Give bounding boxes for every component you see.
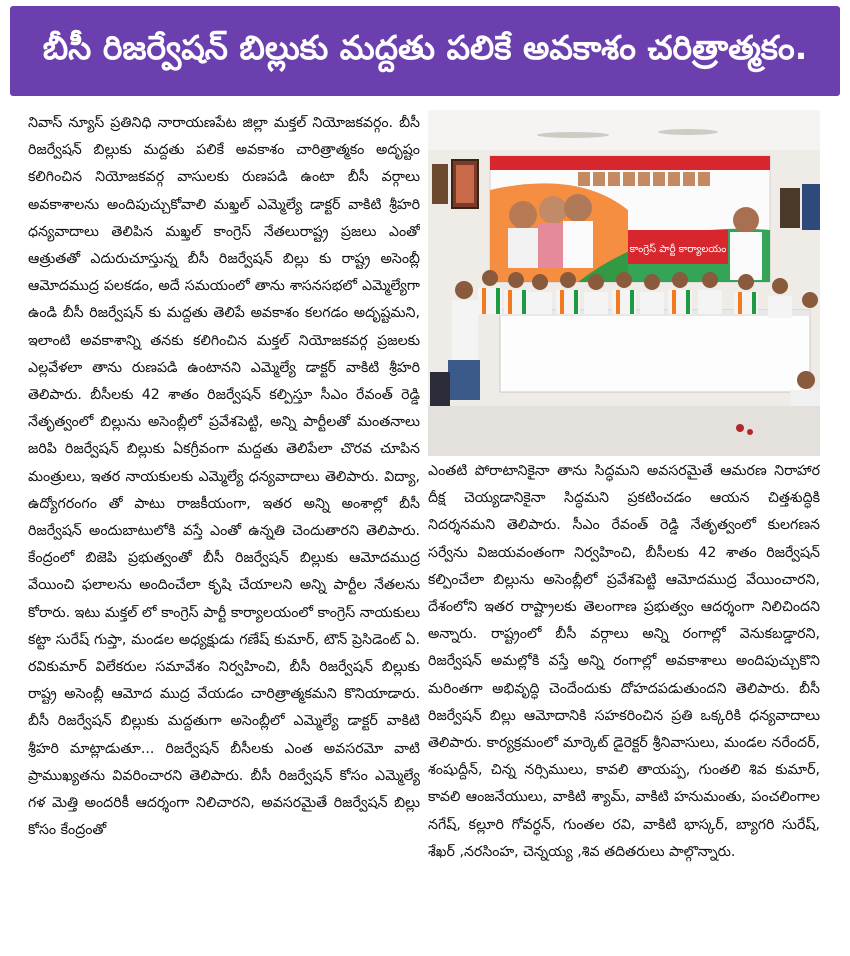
headline-banner <box>10 6 840 96</box>
headline-title: బీసీ రిజర్వేషన్ బిల్లుకు మద్దతు పలికే అవకాశం చరిత్రాత్మకం. <box>42 27 808 67</box>
article-body-left: నివాస్ న్యూస్ ప్రతినిధి నారాయణపేట జిల్లా మక్తల్ నియోజకవర్గం. బీసీ రిజర్వేషన్ బిల్లుకు మద్దతు పలికే అవకాశం చారిత్రాత్మకం అదృష్టం కలిగించిన నియోజకవర్గ వాసులకు రుణపడి ఉంటా బీసీ వర్గాలు అవకాశాలను అందిపుచ్చుకోవాలి మఖ్తల్ ఎమ్మెల్యే డాక్టర్ వాకిటి శ్రీహరి ధన్యవాదాలు తెలిపిన మఖ్తల్ కాంగ్రెస్ నేతలురాష్ట్ర ప్రజలు ఎంతో ఆత్రుతతో ఎదురుచూస్తున్న బీసీ రిజర్వేషన్ బిల్లు కు రాష్ట్ర అసెంబ్లీ ఆమోదముద్ర పలకడం, అదే సమయంలో తాను శాసనసభలో ఎమ్మెల్యేగా ఉండి బీసీ రిజర్వేషన్ కు మద్దతు తెలిపే అవకాశం కలగడం అదృష్టమని, ఇలాంటి అవకాశాన్ని తనకు కలిగించిన మక్తల్ నియోజకవర్గ ప్రజలకు ఎల్లవేళలా తాను రుణపడి ఉంటానని ఎమ్మెల్యే డాక్టర్ వాకిటి శ్రీహరి తెలిపారు. బీసీలకు 42 శాతం రిజర్వేషన్ కల్పిస్తూ సీఎం రేవంత్ రెడ్డి నేతృత్వంలో బిల్లును అసెంబ్లీలో ప్రవేశపెట్టి, అన్ని పార్టీలతో మంతనాలు జరిపి రిజర్వేషన్ బిల్లుకు ఏకగ్రీవంగా మద్దతు తెలిపేలా చొరవ చూపిన మంత్రులు, ఇతర నాయకులకు ఎమ్మెల్యే ధన్యవాదాలు తెలిపారు. విద్యా, ఉద్యోగరంగం తో పాటు రాజకీయంగా, ఇతర అన్ని అంశాల్లో బీసీ రిజర్వేషన్ అందుబాటులోకి వస్తే ఎంతో ఉన్నతి చెందుతారని తెలిపారు. కేంద్రంలో బిజెపి ప్రభుత్వంతో బీసీ రిజర్వేషన్ బిల్లుకు ఆమోదముద్ర వేయించి ఫలాలను అందించేలా కృషి చేయాలని అన్ని పార్టీల నేతలను కోరారు. ఇటు మక్తల్ లో కాంగ్రెస్ పార్టీ కార్యాలయంలో కాంగ్రెస్ నాయకులు కట్టా సురేష్ గుప్తా, మండల అధ్యక్షుడు గణేష్ కుమార్, టౌన్ ప్రెసిడెంట్ ఏ. రవికుమార్ విలేకరుల సమావేశం నిర్వహించి, బీసీ రిజర్వేషన్ బిల్లుకు రాష్ట్ర అసెంబ్లీ ఆమోద ముద్ర వేయడం చారిత్రాత్మకమని కొనియాడారు. బీసీ రిజర్వేషన్ బిల్లుకు మద్దతుగా అసెంబ్లీలో ఎమ్మెల్యే డాక్టర్ వాకిటి శ్రీహరి మాట్లాడుతూ... రిజర్వేషన్ బీసీలకు ఎంత అవసరమో వాటి ప్రాముఖ్యతను వివరించారని తెలిపారు. బీసీ రిజర్వేషన్ కోసం ఎమ్మెల్యే గళ మెత్తి అందరికీ ఆదర్శంగా నిలిచారని, అవసరమైతే రిజర్వేషన్ బిల్లు కోసం కేంద్రంతో <box>28 115 420 839</box>
article-column-left <box>28 110 420 950</box>
banner-office-text: కాంగ్రెస్ పార్టీ కార్యాలయం <box>629 244 727 255</box>
article-column-right <box>428 458 820 948</box>
article-body-right: ఎంతటి పోరాటానికైనా తాను సిద్ధమని అవసరమైతే ఆమరణ నిరాహార దీక్ష చెయ్యడానికైనా సిద్ధమని ప్రకటించడం ఆయన చిత్తశుద్ధికి నిదర్శనమని తెలిపారు. సీఎం రేవంత్ రెడ్డి నేతృత్వంలో కులగణన సర్వేను విజయవంతంగా నిర్వహించి, బీసీలకు 42 శాతం రిజర్వేషన్ కల్పించేలా బిల్లును అసెంబ్లీలో ప్రవేశపెట్టి ఆమోదముద్ర వేయించారని, దేశంలోని ఇతర రాష్ట్రాలకు తెలంగాణ ప్రభుత్వం ఆదర్శంగా నిలిచిందని అన్నారు. రాష్ట్రంలో బీసీ వర్గాలు అన్ని రంగాల్లో వెనుకబడ్డారని, రిజర్వేషన్ అమల్లోకి వస్తే అన్ని రంగాల్లో అవకాశాలు అందిపుచ్చుకొని మరింతగా అభివృద్ధి చెందేందుకు దోహదపడుతుందని తెలిపారు. బీసీ రిజర్వేషన్ బిల్లు ఆమోదానికి సహకరించిన ప్రతి ఒక్కరికి ధన్యవాదాలు తెలిపారు. కార్యక్రమంలో మార్కెట్ డైరెక్టర్ శ్రీనివాసులు, మండల నరేందర్, శంషుద్దీన్, చిన్న నర్సిములు, కావలి తాయప్ప, గుంతలి శివ కుమార్, కావలి ఆంజనేయులు, వాకిటి శ్యామ్, వాకిటి హనుమంతు, పంచలింగాల నగేష్, కల్లూరి గోవర్ధన్, గుంతల రవి, వాకిటి భాస్కర్, బ్యాగరి సురేష్, శేఖర్ ,నరసింహ, చెన్నయ్య ,శివ తదితరులు పాల్గొన్నారు. <box>428 463 820 860</box>
party-banner <box>490 156 770 282</box>
press-meet-photo <box>428 110 820 456</box>
press-meet-photo-illustration <box>428 110 820 456</box>
